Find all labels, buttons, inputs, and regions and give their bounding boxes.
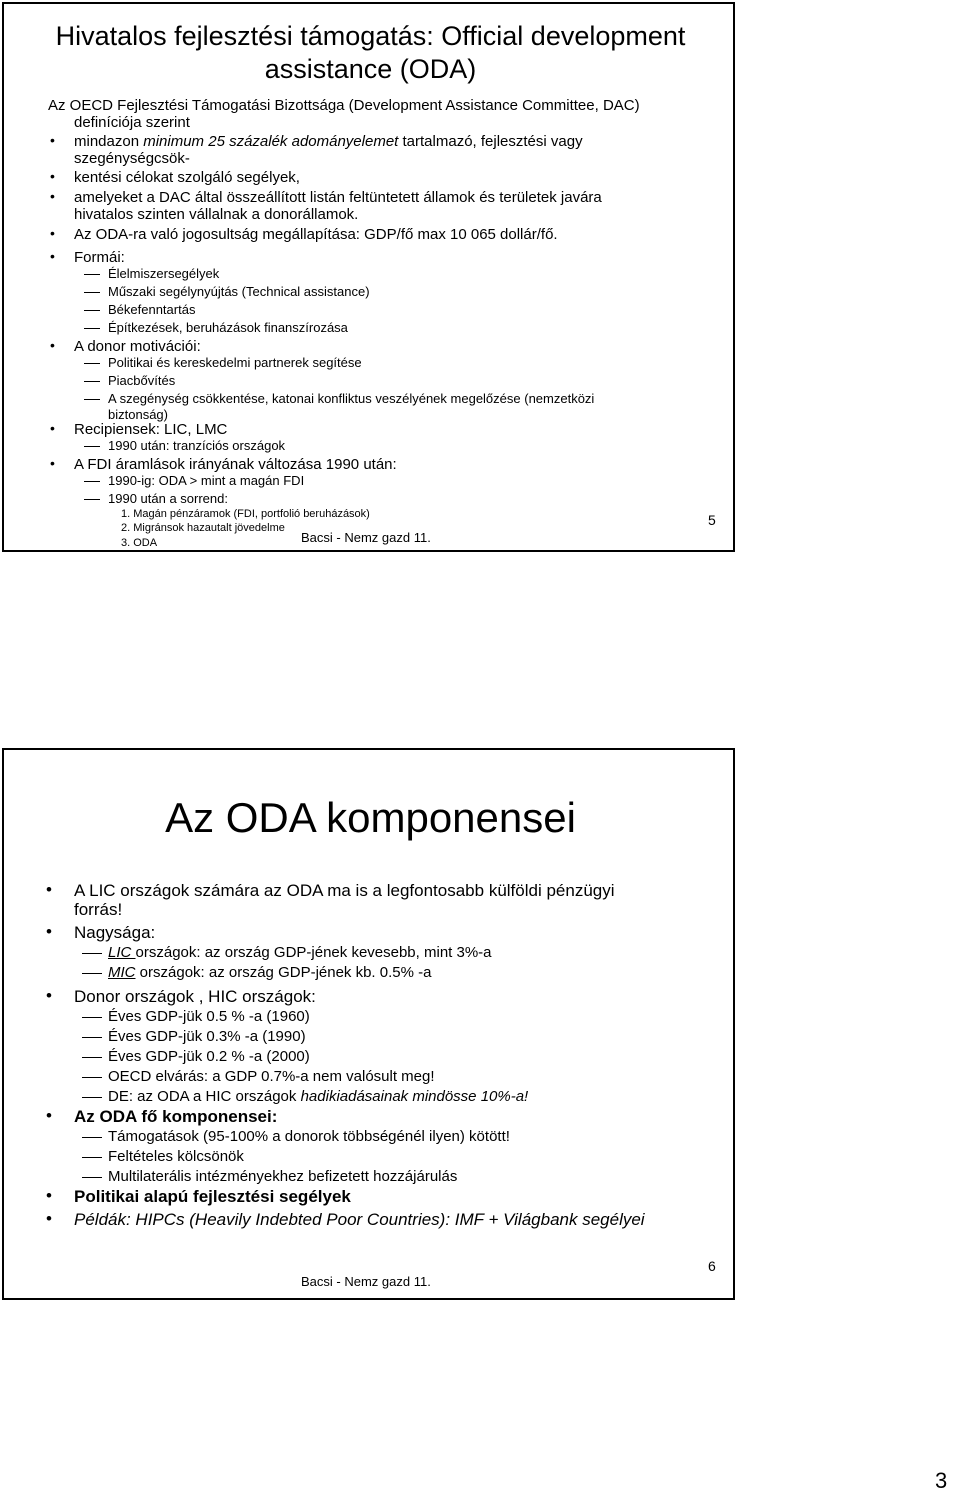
bullet-icon: •: [46, 880, 52, 899]
bullet-icon: •: [46, 1186, 52, 1205]
dash-icon: [84, 363, 100, 364]
dash-icon: [82, 953, 102, 954]
sub-item: Éves GDP-jük 0.2 % -a (2000): [108, 1048, 310, 1065]
intro-line-2: definíciója szerint: [74, 114, 190, 131]
ordered-item: 2. Migránsok hazautalt jövedelme: [121, 522, 285, 534]
sub-item: Piacbővítés: [108, 373, 176, 388]
bullet-text: mindazon minimum 25 százalék adományelemet tartalmazó, fejlesztési vagy: [74, 133, 583, 150]
sub-item: Élelmiszersegélyek: [108, 266, 220, 281]
sub-item: Éves GDP-jük 0.3% -a (1990): [108, 1028, 306, 1045]
bullet-icon: •: [50, 225, 55, 241]
sub-item: Éves GDP-jük 0.5 % -a (1960): [108, 1008, 310, 1025]
slide-footer: Bacsi - Nemz gazd 11.: [301, 530, 431, 545]
dash-icon: [84, 328, 100, 329]
dash-icon: [82, 1077, 102, 1078]
dash-icon: [84, 499, 100, 500]
bullet-text: Politikai alapú fejlesztési segélyek: [74, 1187, 351, 1206]
bullet-icon: •: [46, 922, 52, 941]
bullet-icon: •: [46, 1209, 52, 1228]
dash-icon: [84, 310, 100, 311]
bullet-text: A LIC országok számára az ODA ma is a legfontosabb külföldi pénzügyi: [74, 881, 615, 900]
bullet-icon: •: [50, 337, 55, 353]
dash-icon: [82, 1157, 102, 1158]
dash-icon: [82, 973, 102, 974]
sub-item: 1990 után: tranzíciós országok: [108, 438, 286, 453]
bullet-text: Donor országok , HIC országok:: [74, 987, 316, 1006]
bullet-text: A donor motivációi:: [74, 338, 201, 355]
bullet-text: Az ODA fő komponensei:: [74, 1107, 278, 1126]
sub-item: MIC országok: az ország GDP-jének kb. 0.5% -a: [108, 964, 432, 981]
dash-icon: [84, 481, 100, 482]
bullet-text: Az ODA-ra való jogosultság megállapítása: GDP/fő max 10 065 dollár/fő.: [74, 226, 558, 243]
sub-item: 1990-ig: ODA > mint a magán FDI: [108, 473, 305, 488]
bullet-text: Nagysága:: [74, 923, 156, 942]
dash-icon: [84, 399, 100, 400]
sub-item: 1990 után a sorrend:: [108, 491, 228, 506]
sub-item: Politikai és kereskedelmi partnerek segítése: [108, 355, 362, 370]
sub-item: Békefenntartás: [108, 302, 196, 317]
dash-icon: [84, 446, 100, 447]
sub-item: Műszaki segélynyújtás (Technical assistance): [108, 284, 370, 299]
page-number: 3: [935, 1468, 948, 1493]
sub-item: DE: az ODA a HIC országok hadikiadásainak mindösse 10%-a!: [108, 1088, 529, 1105]
bullet-text: Recipiensek: LIC, LMC: [74, 421, 228, 438]
slide-title: Az ODA komponensei: [165, 794, 576, 841]
slide-number: 6: [708, 1258, 716, 1274]
bullet-icon: •: [46, 1106, 52, 1125]
intro-line-1: Az OECD Fejlesztési Támogatási Bizottsága (Development Assistance Committee, DAC): [48, 97, 640, 114]
sub-item: LIC országok: az ország GDP-jének kevesebb, mint 3%-a: [108, 944, 492, 961]
dash-icon: [82, 1137, 102, 1138]
bullet-icon: •: [50, 420, 55, 436]
dash-icon: [82, 1017, 102, 1018]
sub-item: Támogatások (95-100% a donorok többségénél ilyen) kötött!: [108, 1128, 510, 1145]
dash-icon: [82, 1097, 102, 1098]
bullet-icon: •: [50, 248, 55, 264]
bullet-text: kentési célokat szolgáló segélyek,: [74, 169, 300, 186]
slide-number: 5: [708, 512, 716, 528]
slide-6: [2, 748, 735, 1300]
sub-item: Multilaterális intézményekhez befizetett hozzájárulás: [108, 1168, 458, 1185]
slide-5: [2, 2, 735, 552]
sub-item: OECD elvárás: a GDP 0.7%-a nem valósult meg!: [108, 1068, 435, 1085]
dash-icon: [84, 274, 100, 275]
bullet-icon: •: [50, 132, 55, 148]
dash-icon: [82, 1057, 102, 1058]
bullet-icon: •: [50, 188, 55, 204]
bullet-text: amelyeket a DAC által összeállított listán feltüntetett államok és területek javára: [74, 189, 602, 206]
sub-item: Építkezések, beruházások finanszírozása: [108, 320, 348, 335]
slide-title: Hivatalos fejlesztési támogatás: Official development assistance (ODA): [55, 21, 686, 84]
sub-item: A szegénység csökkentése, katonai konfliktus veszélyének megelőzése (nemzetközi: [108, 391, 595, 406]
bullet-icon: •: [50, 168, 55, 184]
ordered-item: 3. ODA: [121, 537, 158, 549]
bullet-text: Példák: HIPCs (Heavily Indebted Poor Countries): IMF + Világbank segélyei: [74, 1210, 645, 1229]
bullet-text-cont: hivatalos szinten vállalnak a donorállamok.: [74, 206, 359, 223]
dash-icon: [84, 381, 100, 382]
slide-footer: Bacsi - Nemz gazd 11.: [301, 1274, 431, 1289]
bullet-text: Formái:: [74, 249, 125, 266]
sub-item-cont: biztonság): [108, 407, 168, 422]
bullet-text: A FDI áramlások irányának változása 1990 után:: [74, 456, 397, 473]
bullet-text-cont: forrás!: [74, 900, 123, 919]
dash-icon: [82, 1177, 102, 1178]
sub-item: Feltételes kölcsönök: [108, 1148, 244, 1165]
bullet-icon: •: [50, 455, 55, 471]
bullet-text-cont: szegénységcsök-: [74, 150, 190, 167]
bullet-icon: •: [46, 986, 52, 1005]
dash-icon: [82, 1037, 102, 1038]
ordered-item: 1. Magán pénzáramok (FDI, portfolió beruházások): [121, 508, 370, 520]
dash-icon: [84, 292, 100, 293]
